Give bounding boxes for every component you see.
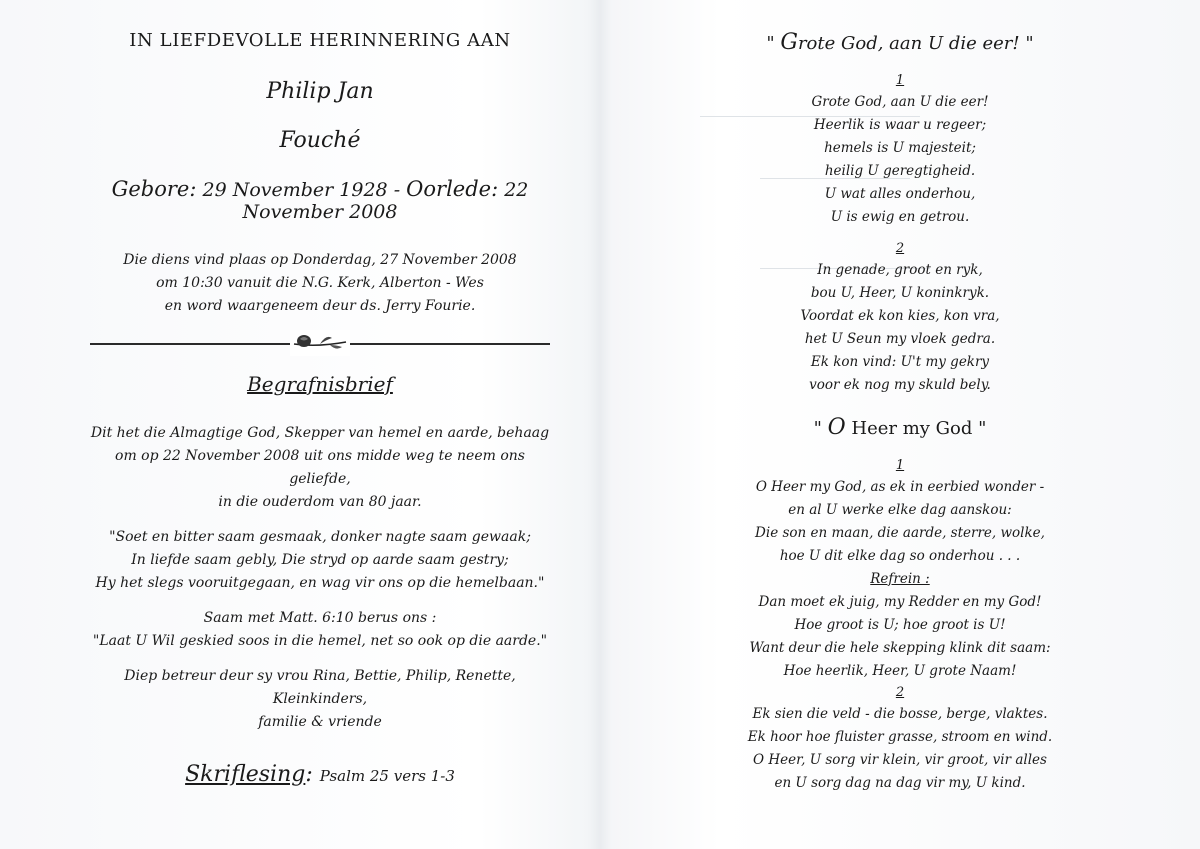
reading-label: Skriflesing bbox=[185, 762, 306, 787]
hymn-line: In genade, groot en ryk, bbox=[817, 262, 983, 278]
refrein-label: Refrein : bbox=[870, 571, 930, 587]
first-names: Philip Jan bbox=[266, 79, 374, 104]
hymn-line: Voordat ek kon kies, kon vra, bbox=[800, 308, 1000, 324]
hymn-line: U wat alles onderhou, bbox=[824, 186, 976, 202]
mourners bbox=[90, 665, 550, 734]
hymn-line: en U sorg dag na dag vir my, U kind. bbox=[774, 775, 1026, 791]
hymn1-verse1 bbox=[720, 91, 1080, 229]
verse-number: 1 bbox=[895, 458, 905, 473]
hymn-line: Want deur die hele skepping klink dit saam: bbox=[749, 640, 1051, 656]
quote-close: " bbox=[978, 418, 987, 439]
quote-open: " bbox=[766, 33, 775, 54]
reading-colon: : bbox=[305, 762, 313, 787]
comfort-line: Saam met Matt. 6:10 berus ons : bbox=[203, 610, 437, 626]
hymn2-title bbox=[720, 415, 1080, 440]
notice-line: om op 22 November 2008 uit ons midde weg te neem ons geliefde, bbox=[115, 448, 525, 487]
hymn-line: Grote God, aan U die eer! bbox=[811, 94, 989, 110]
rose-icon bbox=[290, 330, 350, 356]
hymn-line: Dan moet ek juig, my Redder en my God! bbox=[758, 594, 1042, 610]
service-line: Die diens vind plaas op Donderdag, 27 November 2008 bbox=[123, 252, 517, 268]
service-line: en word waargeneem deur ds. Jerry Fourie. bbox=[164, 298, 476, 314]
hymn1-title bbox=[720, 30, 1080, 55]
comfort-line: "Laat U Wil geskied soos in die hemel, net so ook op die aarde." bbox=[92, 633, 548, 649]
poem bbox=[90, 526, 550, 595]
poem-line: "Soet en bitter saam gesmaak, donker nagte saam gewaak; bbox=[109, 529, 531, 545]
verse-number: 1 bbox=[895, 73, 905, 88]
hymn-line: O Heer, U sorg vir klein, vir groot, vir alles bbox=[753, 752, 1047, 768]
service-details bbox=[90, 249, 550, 318]
notice-line: in die ouderdom van 80 jaar. bbox=[218, 494, 422, 510]
hymn-line: bou U, Heer, U koninkryk. bbox=[810, 285, 990, 301]
died-date: 22 November 2008 bbox=[242, 179, 529, 223]
surname: Fouché bbox=[279, 128, 361, 153]
hymn-line: hoe U dit elke dag so onderhou . . . bbox=[779, 548, 1021, 564]
reading-reference: Psalm 25 vers 1-3 bbox=[319, 767, 455, 785]
life-dates bbox=[90, 177, 550, 223]
quote-open: " bbox=[813, 418, 822, 439]
died-label: Oorlede: bbox=[406, 177, 499, 201]
poem-line: In liefde saam gebly, Die stryd op aarde saam gestry; bbox=[131, 552, 509, 568]
right-page bbox=[610, 0, 1200, 849]
mourners-line: Diep betreur deur sy vrou Rina, Bettie, Philip, Renette, Kleinkinders, bbox=[124, 668, 516, 707]
hymn-line: Die son en maan, die aarde, sterre, wolke, bbox=[755, 525, 1045, 541]
hymn-line: en al U werke elke dag aanskou: bbox=[788, 502, 1012, 518]
service-line: om 10:30 vanuit die N.G. Kerk, Alberton - Wes bbox=[156, 275, 484, 291]
hymn-line: O Heer my God, as ek in eerbied wonder - bbox=[755, 479, 1045, 495]
hymn-line: Heerlik is waar u regeer; bbox=[813, 117, 987, 133]
title-initial: O bbox=[827, 415, 846, 440]
hymn-line: voor ek nog my skuld bely. bbox=[809, 377, 991, 393]
scripture-reading bbox=[90, 762, 550, 787]
notice-line: Dit het die Almagtige God, Skepper van hemel en aarde, behaag bbox=[90, 425, 550, 441]
date-separator: - bbox=[393, 179, 401, 201]
hymn1-verse2 bbox=[720, 259, 1080, 397]
death-notice bbox=[90, 422, 550, 514]
comfort-verse bbox=[90, 607, 550, 653]
hymn2-verse2 bbox=[720, 703, 1080, 795]
born-date: 29 November 1928 bbox=[202, 179, 388, 201]
hymn-line: U is ewig en getrou. bbox=[830, 209, 970, 225]
refrein bbox=[720, 591, 1080, 683]
hymn-line: Hoe heerlik, Heer, U grote Naam! bbox=[783, 663, 1017, 679]
section-title: Begrafnisbrief bbox=[247, 372, 393, 396]
rose-divider bbox=[90, 328, 550, 358]
title-initial: G bbox=[780, 30, 798, 55]
hymn-line: het U Seun my vloek gedra. bbox=[804, 331, 996, 347]
hymn-line: hemels is U majesteit; bbox=[824, 140, 976, 156]
hymn-line: heilig U geregtigheid. bbox=[824, 163, 976, 179]
poem-line: Hy het slegs vooruitgegaan, en wag vir ons op die hemelbaan." bbox=[95, 575, 545, 591]
born-label: Gebore: bbox=[111, 177, 197, 201]
hymn-line: Ek hoor hoe fluister grasse, stroom en wind. bbox=[747, 729, 1053, 745]
verse-number: 2 bbox=[895, 685, 905, 700]
hymn-line: Hoe groot is U; hoe groot is U! bbox=[794, 617, 1006, 633]
hymn-line: Ek kon vind: U't my gekry bbox=[810, 354, 990, 370]
verse-number: 2 bbox=[895, 241, 905, 256]
title-rest: Heer my God bbox=[851, 418, 973, 439]
title-rest: rote God, aan U die eer! bbox=[797, 33, 1020, 54]
quote-close: " bbox=[1025, 33, 1034, 54]
memorial-heading: IN LIEFDEVOLLE HERINNERING AAN bbox=[129, 30, 511, 51]
hymn-line: Ek sien die veld - die bosse, berge, vlaktes. bbox=[752, 706, 1048, 722]
mourners-line: familie & vriende bbox=[258, 714, 382, 730]
hymn2-verse1 bbox=[720, 476, 1080, 568]
